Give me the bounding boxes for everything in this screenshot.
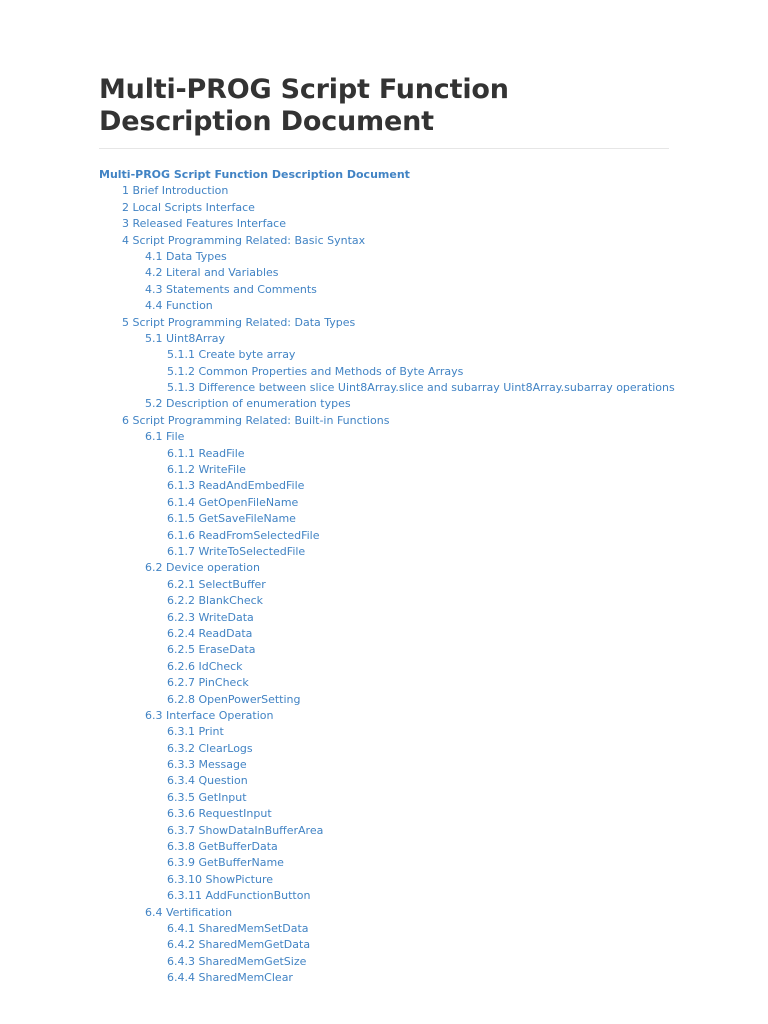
toc-link[interactable]: 6.2.4 ReadData [167, 626, 253, 640]
toc-item [99, 396, 669, 412]
toc-link[interactable]: 6.4 Vertification [145, 905, 233, 919]
toc-item [99, 364, 669, 380]
toc-link[interactable]: 6.2 Device operation [145, 561, 260, 575]
toc-item [99, 741, 669, 757]
toc-link[interactable]: 6.1.5 GetSaveFileName [167, 512, 296, 526]
toc-item [99, 954, 669, 970]
toc-item [99, 757, 669, 773]
toc-link[interactable]: 6.3 Interface Operation [145, 708, 274, 722]
toc-item [99, 855, 669, 871]
toc-link[interactable]: 5.1.2 Common Properties and Methods of Byte Arrays [167, 364, 464, 378]
toc-link[interactable]: 6.3.11 AddFunctionButton [167, 889, 311, 903]
toc-item [99, 560, 669, 576]
toc-item [99, 167, 669, 183]
toc-link[interactable]: 6.4.1 SharedMemSetData [167, 921, 309, 935]
toc-link[interactable]: 6.3.5 GetInput [167, 790, 247, 804]
toc-link[interactable]: 4.2 Literal and Variables [145, 266, 279, 280]
toc-item [99, 216, 669, 232]
document-page [99, 74, 675, 987]
toc-item [99, 495, 669, 511]
toc-item [99, 413, 669, 429]
toc-item [99, 708, 669, 724]
toc-item [99, 347, 669, 363]
toc-item [99, 610, 669, 626]
toc-link[interactable]: 4 Script Programming Related: Basic Syntax [122, 233, 366, 247]
toc-item [99, 446, 669, 462]
toc-item [99, 872, 669, 888]
toc-item [99, 626, 669, 642]
toc-link[interactable]: 6.1 File [145, 430, 185, 444]
toc-link[interactable]: 6.4.4 SharedMemClear [167, 971, 293, 985]
toc-link[interactable]: 6.3.7 ShowDataInBufferArea [167, 823, 324, 837]
toc-link[interactable]: 6.3.9 GetBufferName [167, 856, 284, 870]
toc-link[interactable]: 6.3.10 ShowPicture [167, 872, 273, 886]
toc-link[interactable]: 6.2.1 SelectBuffer [167, 577, 266, 591]
toc-item [99, 233, 669, 249]
toc-link[interactable]: 5.1.1 Create byte array [167, 348, 296, 362]
toc-link[interactable]: 6.3.8 GetBufferData [167, 840, 278, 854]
toc-item [99, 905, 669, 921]
toc-item [99, 692, 669, 708]
toc-item [99, 839, 669, 855]
toc-item [99, 937, 669, 953]
page-title: Multi-PROG Script Function Description Document [99, 74, 669, 149]
toc-link[interactable]: 6.2.6 IdCheck [167, 659, 243, 673]
toc-link[interactable]: 6.1.7 WriteToSelectedFile [167, 544, 306, 558]
toc-item [99, 462, 669, 478]
toc-item [99, 806, 669, 822]
toc-item [99, 528, 669, 544]
toc-link[interactable]: 6.2.5 EraseData [167, 643, 256, 657]
toc-item [99, 970, 669, 986]
toc-link[interactable]: 6.2.8 OpenPowerSetting [167, 692, 301, 706]
toc-item [99, 642, 669, 658]
toc-link[interactable]: 4.3 Statements and Comments [145, 282, 317, 296]
toc-link[interactable]: Multi-PROG Script Function Description Document [99, 168, 410, 181]
toc-link[interactable]: 5 Script Programming Related: Data Types [122, 315, 356, 329]
toc-link[interactable]: 4.4 Function [145, 299, 213, 313]
toc-item [99, 577, 669, 593]
toc-link[interactable]: 6.1.1 ReadFile [167, 446, 245, 460]
toc-item [99, 675, 669, 691]
toc-link[interactable]: 6.4.3 SharedMemGetSize [167, 954, 307, 968]
toc-item [99, 315, 669, 331]
toc-link[interactable]: 1 Brief Introduction [122, 184, 229, 198]
toc-item [99, 511, 669, 527]
toc-link[interactable]: 6.2.2 BlankCheck [167, 594, 264, 608]
toc-link[interactable]: 6.3.6 RequestInput [167, 807, 272, 821]
toc-link[interactable]: 6.1.6 ReadFromSelectedFile [167, 528, 320, 542]
toc-item [99, 282, 669, 298]
toc-item [99, 183, 669, 199]
toc-link[interactable]: 5.1.3 Difference between slice Uint8Array.slice and subarray Uint8Array.subarray operations [167, 381, 675, 395]
toc-link[interactable]: 5.2 Description of enumeration types [145, 397, 351, 411]
toc-item [99, 265, 669, 281]
toc-link[interactable]: 6.3.4 Question [167, 774, 248, 788]
toc-item [99, 659, 669, 675]
toc-item [99, 478, 669, 494]
toc-link[interactable]: 2 Local Scripts Interface [122, 200, 255, 214]
toc-link[interactable]: 6.1.2 WriteFile [167, 463, 246, 477]
toc-link[interactable]: 6.4.2 SharedMemGetData [167, 938, 311, 952]
toc-item [99, 249, 669, 265]
toc-item [99, 544, 669, 560]
toc-item [99, 380, 675, 396]
toc-link[interactable]: 6.2.7 PinCheck [167, 676, 249, 690]
toc-item [99, 724, 669, 740]
toc-link[interactable]: 6 Script Programming Related: Built-in Functions [122, 413, 390, 427]
toc-link[interactable]: 5.1 Uint8Array [145, 331, 226, 345]
toc-link[interactable]: 6.1.4 GetOpenFileName [167, 495, 299, 509]
toc-item [99, 593, 669, 609]
toc-link[interactable]: 6.3.2 ClearLogs [167, 741, 253, 755]
toc-link[interactable]: 6.3.1 Print [167, 725, 224, 739]
toc-item [99, 921, 669, 937]
toc-item [99, 429, 669, 445]
toc-link[interactable]: 6.3.3 Message [167, 758, 247, 772]
toc-item [99, 331, 669, 347]
toc-link[interactable]: 3 Released Features Interface [122, 217, 286, 231]
toc-link[interactable]: 6.1.3 ReadAndEmbedFile [167, 479, 305, 493]
toc-link[interactable]: 4.1 Data Types [145, 249, 227, 263]
table-of-contents [99, 167, 675, 987]
toc-item [99, 790, 669, 806]
toc-item [99, 298, 669, 314]
toc-item [99, 823, 669, 839]
toc-item [99, 888, 669, 904]
toc-item [99, 200, 669, 216]
toc-item [99, 773, 669, 789]
toc-link[interactable]: 6.2.3 WriteData [167, 610, 254, 624]
